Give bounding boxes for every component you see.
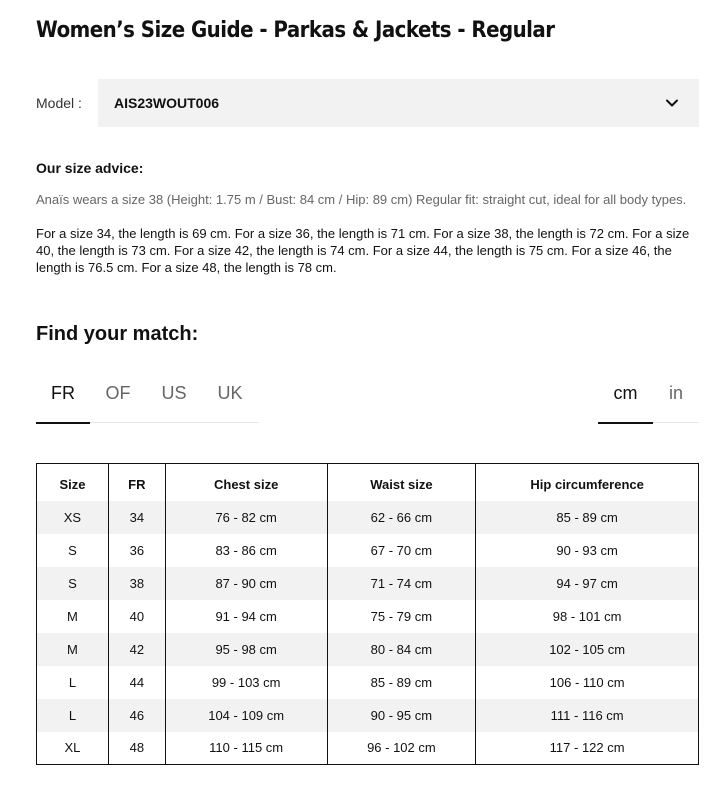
cell-size: S xyxy=(37,567,109,600)
cell-chest: 95 - 98 cm xyxy=(165,633,327,666)
table-row xyxy=(37,699,699,732)
tab-us[interactable]: US xyxy=(161,383,187,403)
table-row xyxy=(37,600,699,633)
tab-fr[interactable]: FR xyxy=(36,364,90,423)
cell-hip: 85 - 89 cm xyxy=(476,501,699,534)
tab-cm[interactable]: cm xyxy=(598,364,653,423)
cell-hip: 102 - 105 cm xyxy=(476,633,699,666)
cell-fr: 40 xyxy=(108,600,165,633)
table-header-row xyxy=(37,464,699,501)
region-tabs xyxy=(36,364,259,423)
cell-size: S xyxy=(37,534,109,567)
model-row xyxy=(36,79,699,127)
cell-chest: 76 - 82 cm xyxy=(165,501,327,534)
cell-hip: 90 - 93 cm xyxy=(476,534,699,567)
size-table xyxy=(36,463,699,765)
cell-fr: 44 xyxy=(108,666,165,699)
find-your-match-heading: Find your match: xyxy=(36,323,199,345)
cell-waist: 67 - 70 cm xyxy=(327,534,476,567)
header-hip: Hip circumference xyxy=(476,464,699,501)
table-row xyxy=(37,567,699,600)
chevron-down-icon xyxy=(665,96,679,110)
size-advice-model-info: Anaïs wears a size 38 (Height: 1.75 m / Bust: 84 cm / Hip: 89 cm) Regular fit: straight cut, ideal for all body types. xyxy=(36,192,687,207)
cell-size: L xyxy=(37,699,109,732)
cell-chest: 83 - 86 cm xyxy=(165,534,327,567)
cell-waist: 75 - 79 cm xyxy=(327,600,476,633)
model-selected-value: AIS23WOUT006 xyxy=(114,95,220,111)
cell-hip: 98 - 101 cm xyxy=(476,600,699,633)
size-advice-heading: Our size advice: xyxy=(36,160,144,176)
cell-hip: 111 - 116 cm xyxy=(476,699,699,732)
table-row xyxy=(37,501,699,534)
cell-chest: 104 - 109 cm xyxy=(165,699,327,732)
page-title: Women’s Size Guide - Parkas & Jackets - Regular xyxy=(36,18,555,43)
cell-fr: 38 xyxy=(108,567,165,600)
table-row xyxy=(37,666,699,699)
cell-size: M xyxy=(37,633,109,666)
size-advice-lengths: For a size 34, the length is 69 cm. For a size 36, the length is 71 cm. For a size 38, the length is 72 cm. For a size 40, the length is 73 cm. For a size 42, the length is 74 cm. For a size 44, the length is 75 cm. For a size 46, the length is 76.5 cm. For a size 48, the length is 78 cm. xyxy=(36,226,690,275)
header-size: Size xyxy=(37,464,109,501)
cell-fr: 48 xyxy=(108,732,165,765)
cell-size: M xyxy=(37,600,109,633)
cell-size: XL xyxy=(37,732,109,765)
table-row xyxy=(37,732,699,765)
cell-chest: 110 - 115 cm xyxy=(165,732,327,765)
cell-waist: 96 - 102 cm xyxy=(327,732,476,765)
model-select[interactable] xyxy=(98,79,699,127)
cell-waist: 62 - 66 cm xyxy=(327,501,476,534)
cell-hip: 94 - 97 cm xyxy=(476,567,699,600)
cell-hip: 117 - 122 cm xyxy=(476,732,699,765)
cell-chest: 91 - 94 cm xyxy=(165,600,327,633)
table-row xyxy=(37,633,699,666)
cell-waist: 71 - 74 cm xyxy=(327,567,476,600)
cell-size: L xyxy=(37,666,109,699)
tab-of[interactable]: OF xyxy=(105,383,131,403)
cell-fr: 46 xyxy=(108,699,165,732)
unit-tabs xyxy=(598,364,699,423)
header-chest: Chest size xyxy=(165,464,327,501)
cell-chest: 99 - 103 cm xyxy=(165,666,327,699)
cell-chest: 87 - 90 cm xyxy=(165,567,327,600)
header-waist: Waist size xyxy=(327,464,476,501)
tab-in[interactable]: in xyxy=(668,383,683,403)
header-fr: FR xyxy=(108,464,165,501)
cell-fr: 34 xyxy=(108,501,165,534)
cell-size: XS xyxy=(37,501,109,534)
cell-waist: 85 - 89 cm xyxy=(327,666,476,699)
table-row xyxy=(37,534,699,567)
cell-fr: 42 xyxy=(108,633,165,666)
cell-hip: 106 - 110 cm xyxy=(476,666,699,699)
tab-uk[interactable]: UK xyxy=(217,383,243,403)
cell-waist: 80 - 84 cm xyxy=(327,633,476,666)
cell-fr: 36 xyxy=(108,534,165,567)
model-label: Model : xyxy=(36,95,82,111)
cell-waist: 90 - 95 cm xyxy=(327,699,476,732)
